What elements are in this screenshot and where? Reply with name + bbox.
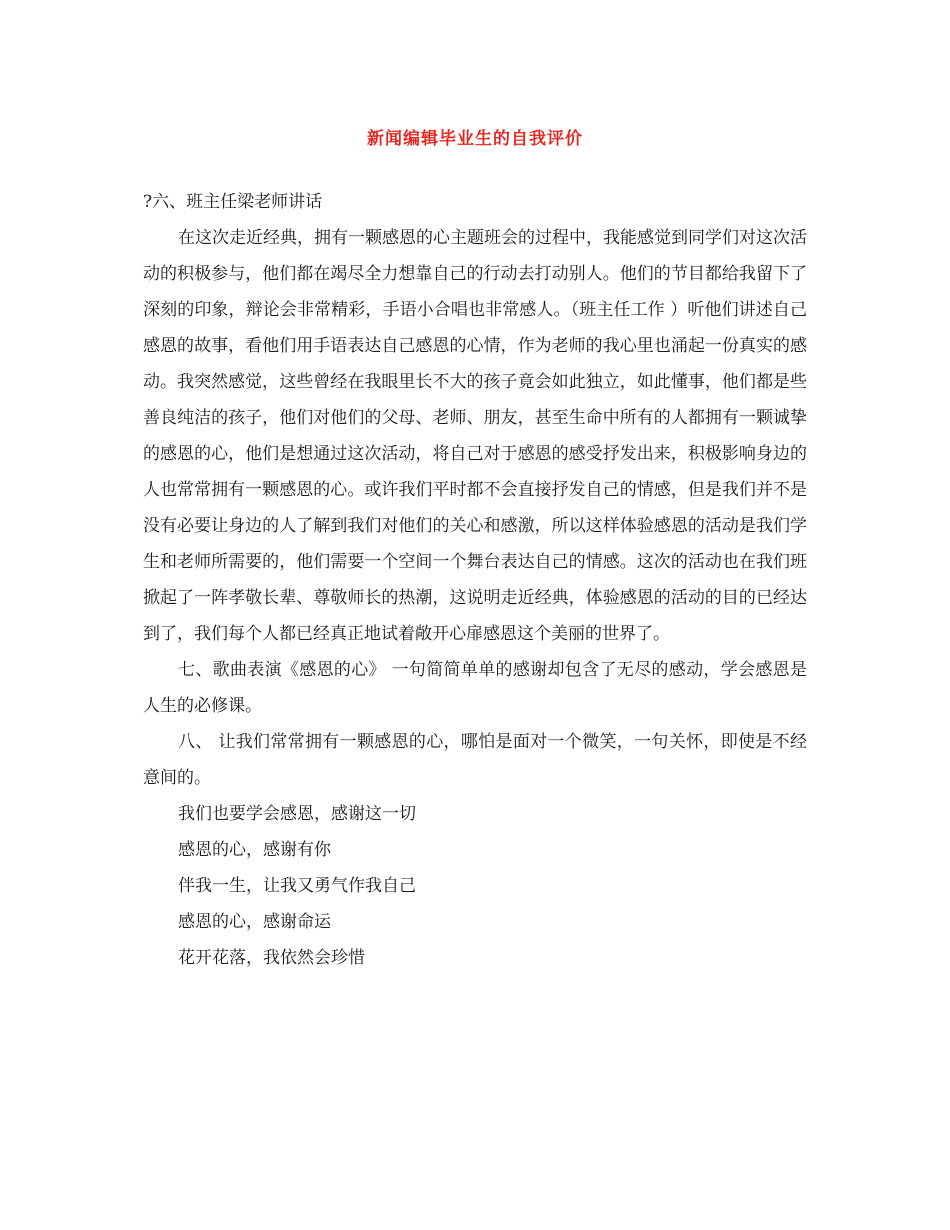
- song-line: 花开花落，我依然会珍惜: [178, 948, 365, 968]
- paragraph-closing: 八、 让我们常常拥有一颗感恩的心，哪怕是面对一个微笑，一句关怀，即使是不经意间的。: [143, 732, 807, 788]
- section-heading: ?六、班主任梁老师讲话: [143, 192, 323, 212]
- song-line: 伴我一生，让我又勇气作我自己: [178, 876, 416, 896]
- document-title: 新闻编辑毕业生的自我评价: [367, 129, 583, 149]
- paragraph-teacher-speech: 在这次走近经典，拥有一颗感恩的心主题班会的过程中，我能感觉到同学们对这次活动的积极参与，他们都在竭尽全力想靠自己的行动去打动别人。他们的节目都给我留下了深刻的印象，辩论会非常精彩，手语小合唱也非常感人。（班主任工作 ）听他们讲述自己感恩的故事，看他们用手语表达自己感恩的心情，作为老师的我心里也涌起一份真实的感动。我突然感觉，这些曾经在我眼里长不大的孩子竟会如此独立，如此懂事，他们都是些善良纯洁的孩子，他们对他们的父母、老师、朋友，甚至生命中所有的人都拥有一颗诚挚的感恩的心，他们是想通过这次活动，将自己对于感恩的感受抒发出来，积极影响身边的人也常常拥有一颗感恩的心。或许我们平时都不会直接抒发自己的情感，但是我们并不是没有必要让身边的人了解到我们对他们的关心和感激，所以这样体验感恩的活动是我们学生和老师所需要的，他们需要一个空间一个舞台表达自己的情感。这次的活动也在我们班掀起了一阵孝敬长辈、尊敬师长的热潮，这说明走近经典，体验感恩的活动的目的已经达到了，我们每个人都已经真正地试着敞开心扉感恩这个美丽的世界了。: [143, 228, 807, 644]
- document-body: [143, 184, 807, 976]
- song-line: 我们也要学会感恩，感谢这一切: [178, 804, 416, 824]
- song-line: 感恩的心，感谢命运: [178, 912, 331, 932]
- paragraph-song-performance: 七、歌曲表演《感恩的心》 一句简简单单的感谢却包含了无尽的感动，学会感恩是人生的必修课。: [143, 660, 807, 716]
- song-line: 感恩的心，感谢有你: [178, 840, 331, 860]
